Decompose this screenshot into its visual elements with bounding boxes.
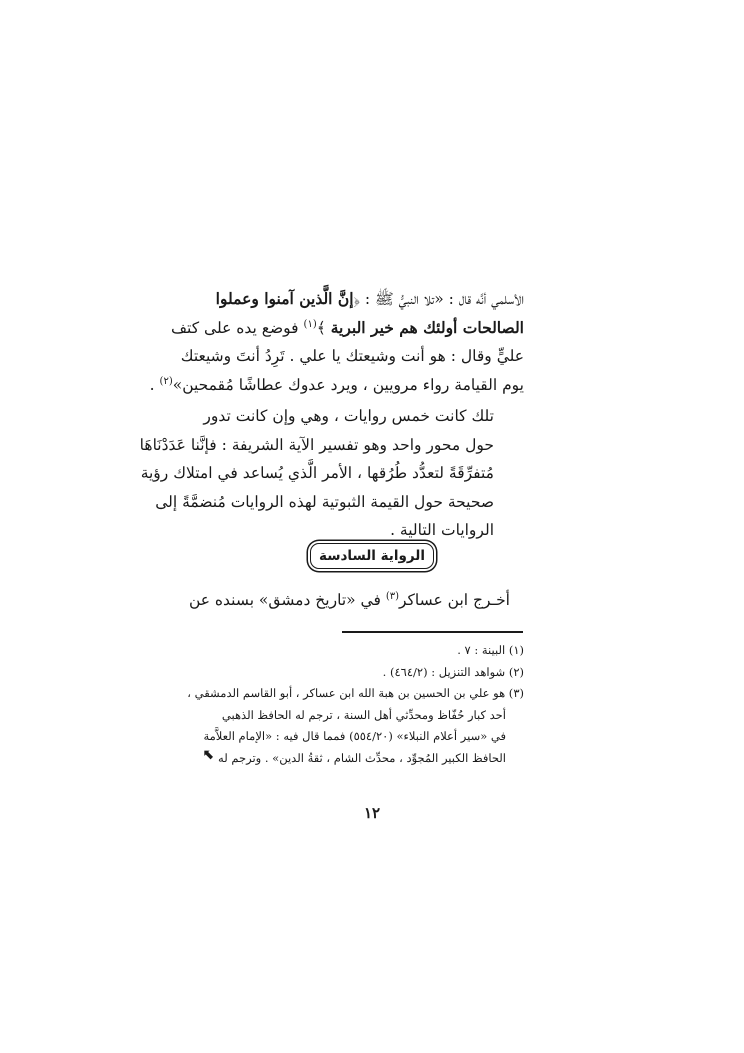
continue-arrow-icon: ⬉	[203, 747, 215, 763]
page-number: ١٢	[363, 804, 381, 822]
paragraph-2-line-5: الروايات التالية .	[390, 521, 494, 539]
footnote-ref-2: (٢)	[159, 375, 173, 387]
paragraph-2-line-3: مُتفرِّقَةً لتعدُّد طُرُقها ، الأمر الَّذي يُساعد في امتلاك رؤية	[140, 464, 494, 482]
footnote-3-line-1: (٣) هو علي بن الحسين بن هبة الله ابن عساكر ، أبو القاسم الدمشقي ،	[187, 686, 524, 700]
footnotes	[187, 640, 524, 769]
paragraph-1	[149, 285, 524, 399]
paragraph-1-line-3: عليٍّ وقال : هو أنت وشيعتك يا علي . تَرِدُ أنتَ وشيعتك	[180, 347, 524, 365]
paragraph-2-line-1: تلك كانت خمس روايات ، وهي وإن كانت تدور	[203, 407, 494, 425]
footnote-ref-1: (١)	[303, 318, 317, 330]
quran-verse-text-continued: الصالحات أولئك هم خير البرية	[330, 317, 524, 337]
section-heading-wrap	[0, 543, 744, 569]
footnote-2: (٢) شواهد التنزيل : (٤٦٤/٢) .	[382, 664, 524, 679]
paragraph-3	[188, 586, 524, 615]
quran-verse-text: إنَّ الَّذين آمنوا وعملوا	[215, 289, 354, 308]
paragraph-1-line-1: الأسلمي أنَّه قال : «تلا النبيُّ ﷺ : ﴿إنَّ الَّذين آمنوا وعملوا	[215, 289, 524, 308]
footnote-3-line-2: أحد كبار حُفّاظ ومحدِّثي أهل السنة ، ترجم له الحافظ الذهبي	[221, 707, 506, 722]
paragraph-3-line-1: أخـرج ابن عساكر$^{(٣)}$ في «تاريخ دمشق» بسنده عن	[188, 590, 510, 609]
section-heading: الرواية السادسة	[310, 543, 434, 569]
paragraph-1-line-2: الصالحات أولئك هم خير البرية ﴾$^{(١)}$ فوضع يده على كتف	[171, 317, 524, 337]
footnote-1: (١) البينة : ٧ .	[457, 643, 524, 657]
paragraph-2	[139, 402, 524, 545]
paragraph-2-line-2: حول محور واحد وهو تفسير الآية الشريفة : فإنَّنا عَدَدْنَاهَا	[139, 435, 494, 454]
footnote-3-line-3: في «سير أعلام النبلاء» (٥٥٤/٢٠) فمما قال فيه : «الإمام العلاَّمة	[203, 729, 506, 743]
paragraph-2-line-4: صحيحة حول القيمة الثبوتية لهذه الروايات مُنضمَّةً إلى	[155, 492, 494, 511]
footnote-separator	[342, 631, 523, 633]
footnote-3-line-4: الحافظ الكبير المُجوِّد ، محدِّث الشام ، ثقةُ الدين» . وترجم له	[218, 750, 506, 765]
paragraph-1-line-4: يوم القيامة رواء مرويين ، ويرد عدوك عطاشًا مُقمحين»$^{(٢)}$ .	[149, 375, 524, 394]
footnote-ref-3: (٣)	[385, 590, 399, 602]
